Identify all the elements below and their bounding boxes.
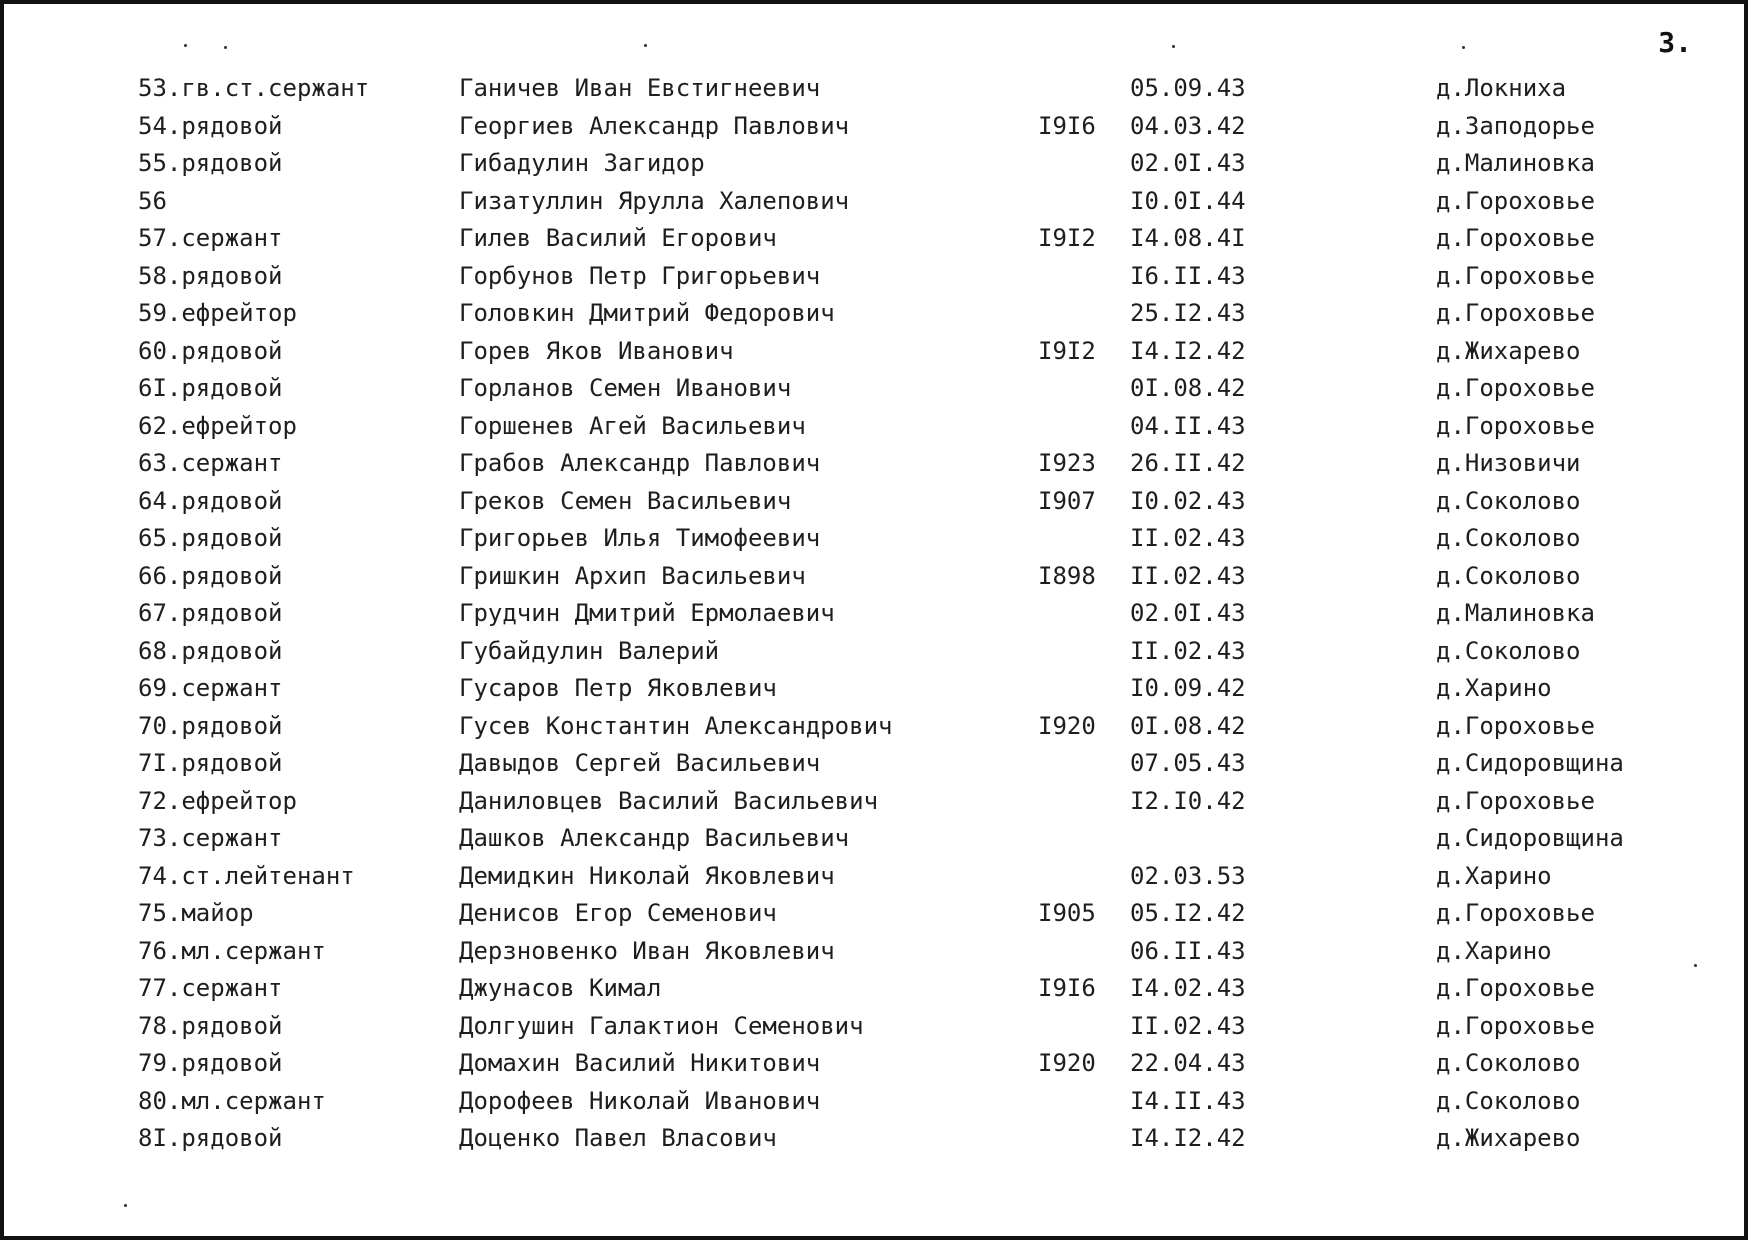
row-rank: 55.рядовой bbox=[138, 149, 283, 177]
row-date: 05.09.43 bbox=[1130, 74, 1246, 102]
table-row bbox=[4, 1045, 1744, 1083]
table-row bbox=[4, 258, 1744, 296]
row-rank: 67.рядовой bbox=[138, 599, 283, 627]
row-place: д.Гороховье bbox=[1436, 261, 1595, 290]
row-birth-year: I907 bbox=[1038, 486, 1096, 515]
row-date: 0I.08.42 bbox=[1130, 374, 1246, 402]
row-name: Горланов Семен Иванович bbox=[459, 374, 792, 402]
table-row bbox=[4, 670, 1744, 708]
row-date: 02.0I.43 bbox=[1130, 149, 1246, 177]
row-place: д.Сидоровщина bbox=[1436, 749, 1624, 777]
scan-speck bbox=[224, 46, 227, 49]
row-name: Горев Яков Иванович bbox=[459, 336, 734, 365]
row-rank: 54.рядовой bbox=[138, 111, 283, 140]
row-place: д.Низовичи bbox=[1436, 449, 1581, 477]
row-name: Гусаров Петр Яковлевич bbox=[459, 674, 777, 702]
row-name: Грудчин Дмитрий Ермолаевич bbox=[459, 599, 835, 627]
table-row bbox=[4, 108, 1744, 146]
table-row bbox=[4, 1120, 1744, 1158]
row-rank: 58.рядовой bbox=[138, 261, 283, 290]
row-date: 05.I2.42 bbox=[1130, 899, 1246, 927]
table-row bbox=[4, 1008, 1744, 1046]
table-row bbox=[4, 145, 1744, 183]
row-place: д.Гороховье bbox=[1436, 224, 1595, 252]
row-place: д.Заподорье bbox=[1436, 111, 1595, 140]
scan-speck bbox=[644, 44, 647, 47]
row-date: I0.0I.44 bbox=[1130, 186, 1246, 215]
row-place: д.Соколово bbox=[1436, 1049, 1581, 1077]
row-rank: 63.сержант bbox=[138, 449, 283, 477]
row-name: Долгушин Галактион Семенович bbox=[459, 1011, 864, 1040]
scan-speck bbox=[184, 44, 187, 47]
row-date: I4.II.43 bbox=[1130, 1086, 1246, 1115]
row-name: Грабов Александр Павлович bbox=[459, 449, 821, 477]
row-name: Греков Семен Васильевич bbox=[459, 486, 792, 515]
row-date: 06.II.43 bbox=[1130, 936, 1246, 965]
row-name: Денисов Егор Семенович bbox=[459, 899, 777, 927]
row-birth-year: I9I2 bbox=[1038, 224, 1096, 252]
row-date: I4.08.4I bbox=[1130, 224, 1246, 252]
row-place: д.Гороховье bbox=[1436, 974, 1595, 1002]
row-rank: 6I.рядовой bbox=[138, 374, 283, 402]
row-place: д.Соколово bbox=[1436, 524, 1581, 552]
row-rank: 66.рядовой bbox=[138, 561, 283, 590]
row-place: д.Гороховье bbox=[1436, 411, 1595, 440]
table-row bbox=[4, 970, 1744, 1008]
row-name: Головкин Дмитрий Федорович bbox=[459, 299, 835, 327]
row-birth-year: I9I6 bbox=[1038, 111, 1096, 140]
row-place: д.Соколово bbox=[1436, 636, 1581, 665]
table-row bbox=[4, 858, 1744, 896]
row-name: Григорьев Илья Тимофеевич bbox=[459, 524, 821, 552]
row-rank: 8I.рядовой bbox=[138, 1124, 283, 1152]
table-row bbox=[4, 183, 1744, 221]
table-row bbox=[4, 483, 1744, 521]
row-date: II.02.43 bbox=[1130, 1011, 1246, 1040]
row-birth-year: I9I6 bbox=[1038, 974, 1096, 1002]
row-birth-year: I905 bbox=[1038, 899, 1096, 927]
row-rank: 62.ефрейтор bbox=[138, 411, 297, 440]
row-place: д.Харино bbox=[1436, 936, 1552, 965]
row-date: I4.I2.42 bbox=[1130, 1124, 1246, 1152]
row-name: Демидкин Николай Яковлевич bbox=[459, 861, 835, 890]
page-number: 3. bbox=[1658, 26, 1692, 59]
row-name: Дашков Александр Васильевич bbox=[459, 824, 850, 852]
row-birth-year: I920 bbox=[1038, 1049, 1096, 1077]
row-place: д.Малиновка bbox=[1436, 599, 1595, 627]
row-rank: 80.мл.сержант bbox=[138, 1086, 326, 1115]
row-name: Гришкин Архип Васильевич bbox=[459, 561, 806, 590]
row-place: д.Жихарево bbox=[1436, 1124, 1581, 1152]
row-place: д.Гороховье bbox=[1436, 1011, 1595, 1040]
row-date: II.02.43 bbox=[1130, 524, 1246, 552]
table-row bbox=[4, 520, 1744, 558]
row-date: 02.0I.43 bbox=[1130, 599, 1246, 627]
row-rank: 60.рядовой bbox=[138, 336, 283, 365]
row-rank: 59.ефрейтор bbox=[138, 299, 297, 327]
scan-speck bbox=[1462, 46, 1465, 49]
row-rank: 70.рядовой bbox=[138, 711, 283, 740]
row-date: 02.03.53 bbox=[1130, 861, 1246, 890]
table-row bbox=[4, 745, 1744, 783]
row-place: д.Гороховье bbox=[1436, 899, 1595, 927]
row-name: Домахин Василий Никитович bbox=[459, 1049, 821, 1077]
table-row bbox=[4, 708, 1744, 746]
row-name: Дорофеев Николай Иванович bbox=[459, 1086, 821, 1115]
row-place: д.Харино bbox=[1436, 674, 1552, 702]
table-row bbox=[4, 70, 1744, 108]
row-name: Гилев Василий Егорович bbox=[459, 224, 777, 252]
row-rank: 65.рядовой bbox=[138, 524, 283, 552]
row-rank: 79.рядовой bbox=[138, 1049, 283, 1077]
scan-speck bbox=[124, 1204, 127, 1207]
row-rank: 53.гв.ст.сержант bbox=[138, 74, 370, 102]
row-name: Давыдов Сергей Васильевич bbox=[459, 749, 821, 777]
row-place: д.Гороховье bbox=[1436, 299, 1595, 327]
row-place: д.Гороховье bbox=[1436, 186, 1595, 215]
row-name: Гизатуллин Ярулла Халепович bbox=[459, 186, 850, 215]
row-birth-year: I9I2 bbox=[1038, 336, 1096, 365]
row-name: Губайдулин Валерий bbox=[459, 636, 720, 665]
row-date: II.02.43 bbox=[1130, 636, 1246, 665]
table-row bbox=[4, 633, 1744, 671]
roster-list bbox=[4, 70, 1744, 1158]
row-rank: 68.рядовой bbox=[138, 636, 283, 665]
row-name: Дерзновенко Иван Яковлевич bbox=[459, 936, 835, 965]
row-date: 26.II.42 bbox=[1130, 449, 1246, 477]
row-date: 25.I2.43 bbox=[1130, 299, 1246, 327]
row-rank: 78.рядовой bbox=[138, 1011, 283, 1040]
row-rank: 77.сержант bbox=[138, 974, 283, 1002]
row-place: д.Гороховье bbox=[1436, 786, 1595, 815]
row-date: I0.09.42 bbox=[1130, 674, 1246, 702]
row-name: Гусев Константин Александрович bbox=[459, 711, 893, 740]
table-row bbox=[4, 220, 1744, 258]
row-rank: 56 bbox=[138, 186, 167, 215]
row-name: Горшенев Агей Васильевич bbox=[459, 411, 806, 440]
row-place: д.Соколово bbox=[1436, 486, 1581, 515]
row-place: д.Локниха bbox=[1436, 74, 1567, 102]
table-row bbox=[4, 445, 1744, 483]
table-row bbox=[4, 295, 1744, 333]
table-row bbox=[4, 933, 1744, 971]
row-date: II.02.43 bbox=[1130, 561, 1246, 590]
row-rank: 75.майор bbox=[138, 899, 254, 927]
row-name: Георгиев Александр Павлович bbox=[459, 111, 850, 140]
row-place: д.Сидоровщина bbox=[1436, 824, 1624, 852]
table-row bbox=[4, 558, 1744, 596]
row-name: Даниловцев Василий Васильевич bbox=[459, 786, 879, 815]
row-date: I6.II.43 bbox=[1130, 261, 1246, 290]
row-date: I0.02.43 bbox=[1130, 486, 1246, 515]
row-date: 04.03.42 bbox=[1130, 111, 1246, 140]
row-rank: 69.сержант bbox=[138, 674, 283, 702]
row-date: I4.02.43 bbox=[1130, 974, 1246, 1002]
table-row bbox=[4, 595, 1744, 633]
row-birth-year: I898 bbox=[1038, 561, 1096, 590]
row-rank: 74.ст.лейтенант bbox=[138, 861, 355, 890]
row-place: д.Гороховье bbox=[1436, 711, 1595, 740]
row-rank: 73.сержант bbox=[138, 824, 283, 852]
row-place: д.Соколово bbox=[1436, 1086, 1581, 1115]
scan-speck bbox=[1172, 45, 1175, 48]
row-rank: 64.рядовой bbox=[138, 486, 283, 515]
row-birth-year: I923 bbox=[1038, 449, 1096, 477]
row-date: 22.04.43 bbox=[1130, 1049, 1246, 1077]
row-date: I4.I2.42 bbox=[1130, 336, 1246, 365]
row-rank: 7I.рядовой bbox=[138, 749, 283, 777]
row-name: Джунасов Кимал bbox=[459, 974, 662, 1002]
row-place: д.Харино bbox=[1436, 861, 1552, 890]
table-row bbox=[4, 783, 1744, 821]
row-place: д.Соколово bbox=[1436, 561, 1581, 590]
row-rank: 57.сержант bbox=[138, 224, 283, 252]
row-name: Доценко Павел Власович bbox=[459, 1124, 777, 1152]
row-date: 04.II.43 bbox=[1130, 411, 1246, 440]
row-rank: 72.ефрейтор bbox=[138, 786, 297, 815]
row-date: 07.05.43 bbox=[1130, 749, 1246, 777]
table-row bbox=[4, 408, 1744, 446]
table-row bbox=[4, 895, 1744, 933]
row-place: д.Малиновка bbox=[1436, 149, 1595, 177]
row-place: д.Гороховье bbox=[1436, 374, 1595, 402]
table-row bbox=[4, 333, 1744, 371]
row-name: Горбунов Петр Григорьевич bbox=[459, 261, 821, 290]
row-name: Ганичев Иван Евстигнеевич bbox=[459, 74, 821, 102]
table-row bbox=[4, 370, 1744, 408]
table-row bbox=[4, 820, 1744, 858]
row-date: 0I.08.42 bbox=[1130, 711, 1246, 740]
row-date: I2.I0.42 bbox=[1130, 786, 1246, 815]
table-row bbox=[4, 1083, 1744, 1121]
row-name: Гибадулин Загидор bbox=[459, 149, 705, 177]
row-place: д.Жихарево bbox=[1436, 336, 1581, 365]
row-birth-year: I920 bbox=[1038, 711, 1096, 740]
row-rank: 76.мл.сержант bbox=[138, 936, 326, 965]
